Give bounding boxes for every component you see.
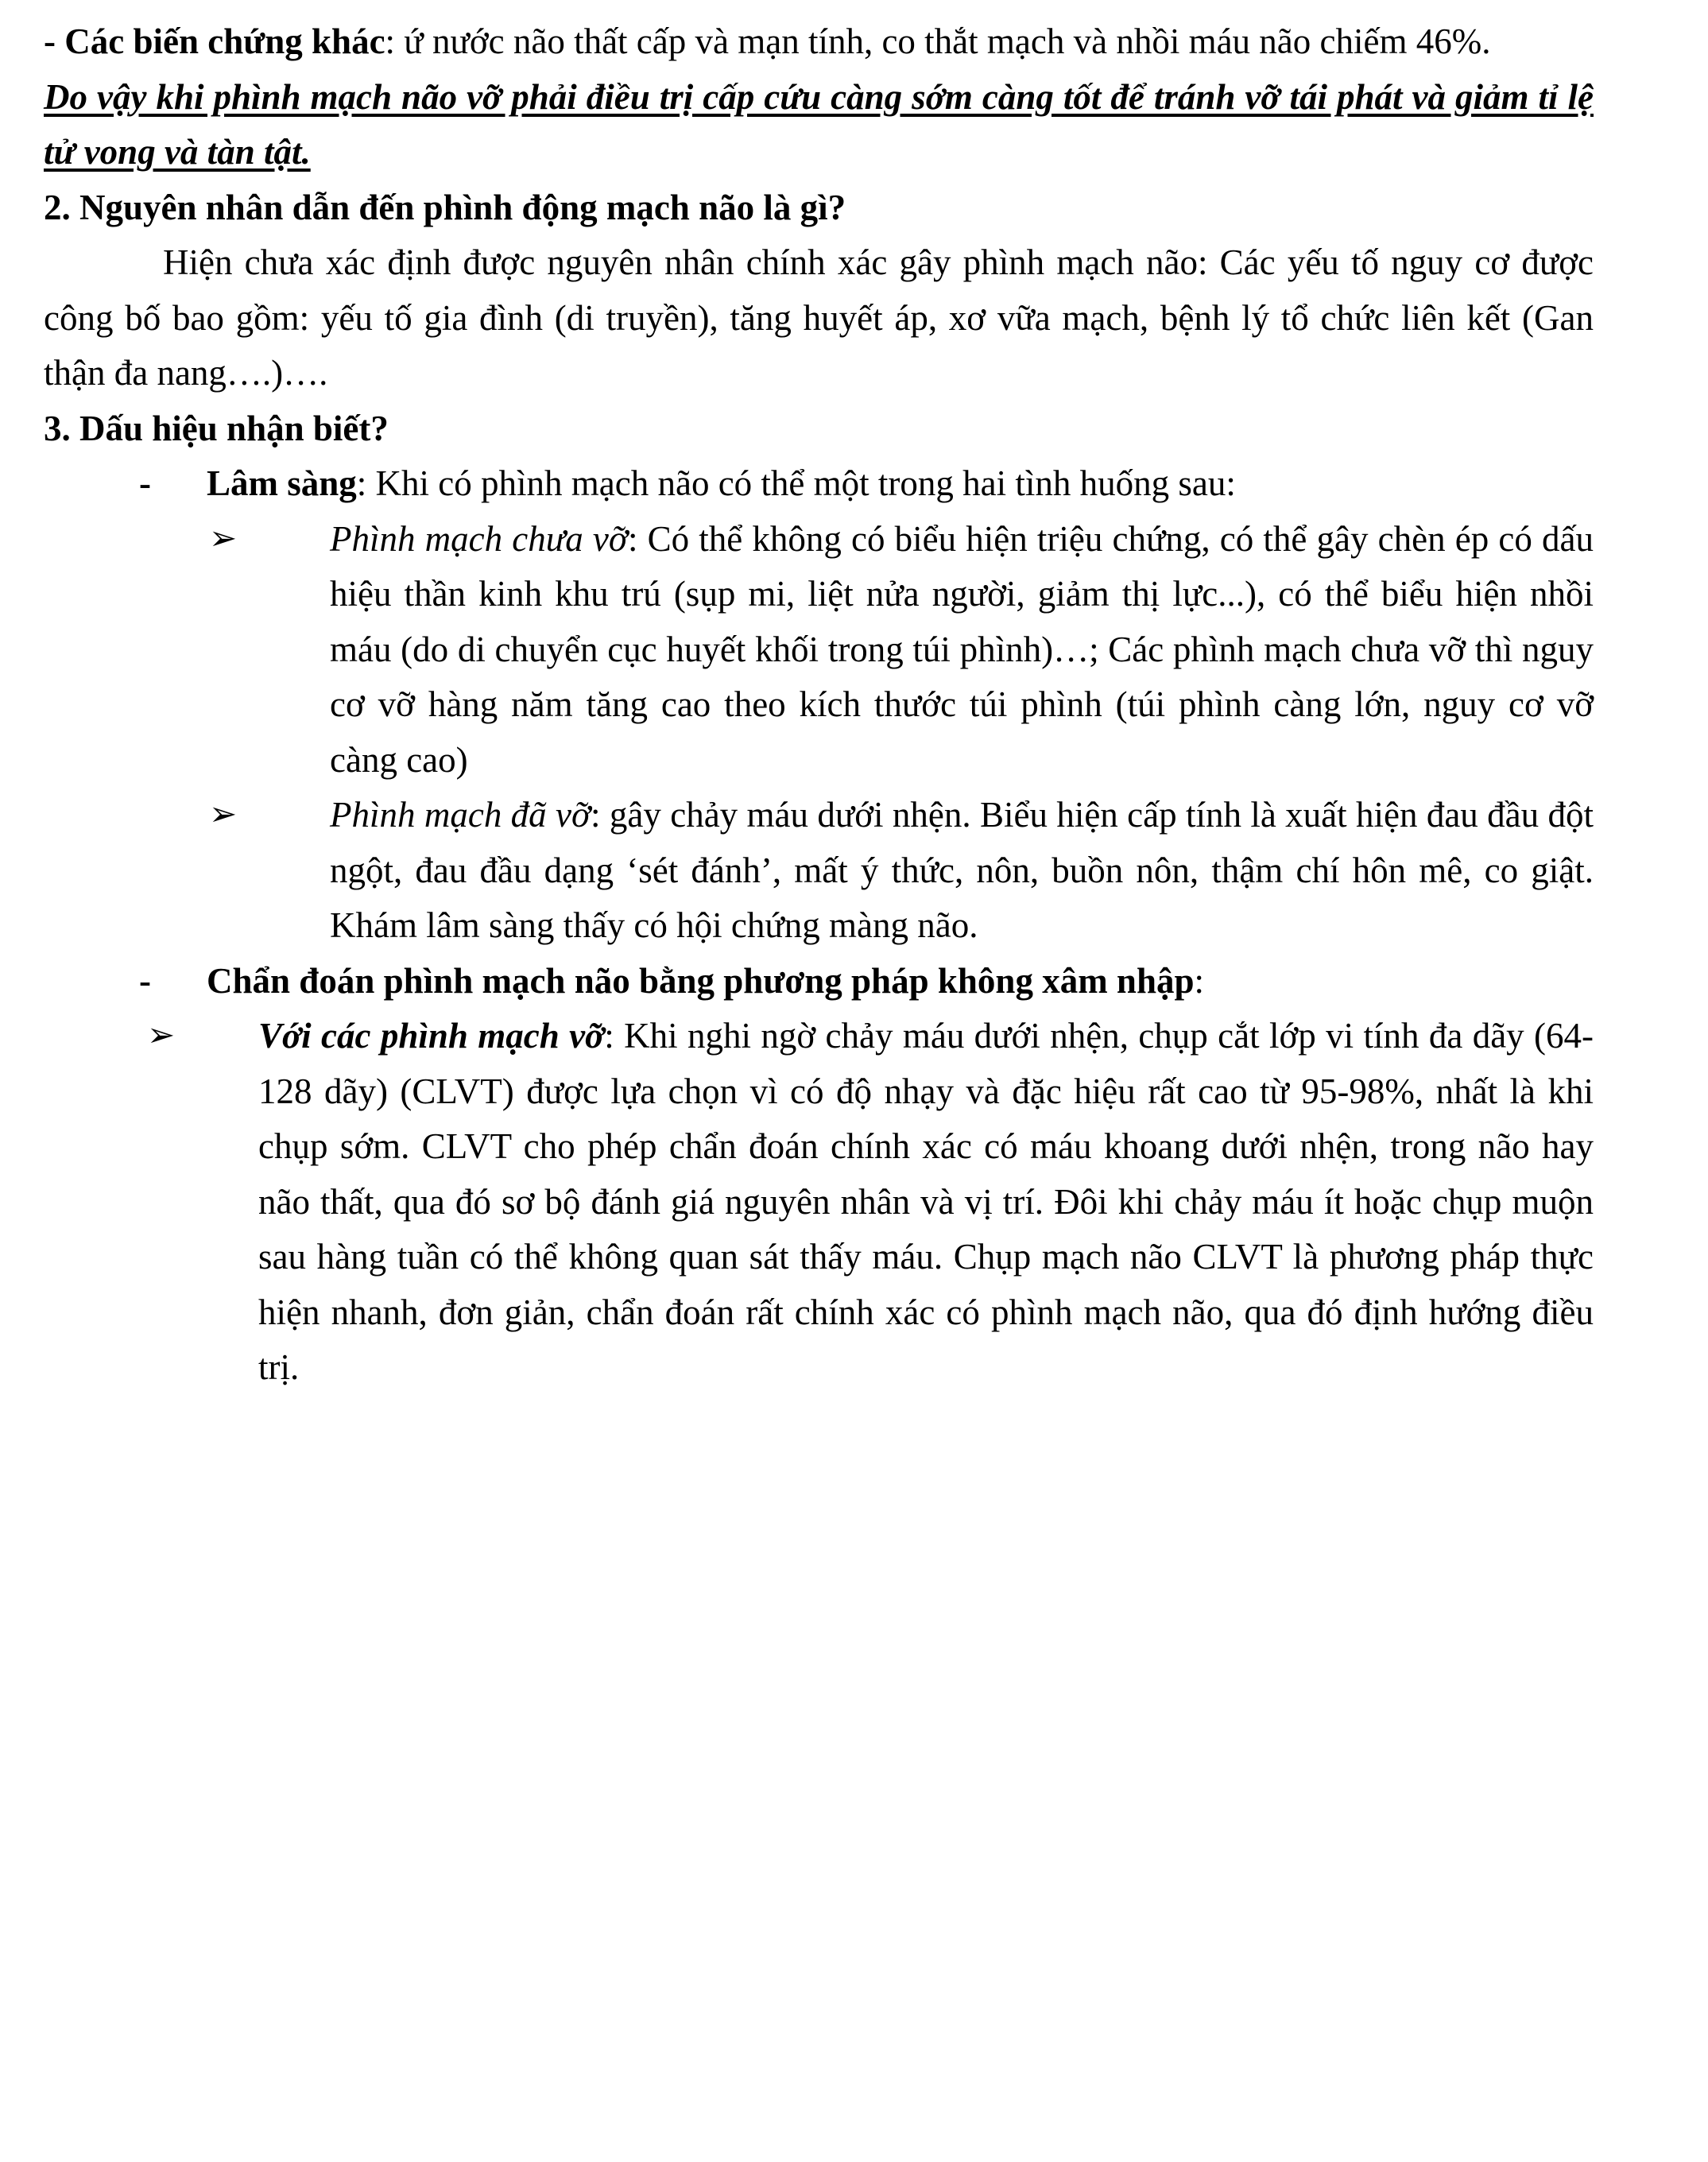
dash-bullet-icon: -: [139, 960, 151, 1001]
paragraph-other-complications: [44, 14, 1594, 70]
emergency-note-text: Do vậy khi phình mạch não vỡ phải điều trị cấp cứu càng sớm càng tốt để tránh vỡ tái phát và giảm tỉ lệ tử vong và tàn tật.: [44, 76, 1594, 172]
arrow-bullet-icon: ➢: [147, 1017, 176, 1055]
body-unruptured: : Có thể không có biểu hiện triệu chứng, có thể gây chèn ép có dấu hiệu thần kinh khu trú (sụp mi, liệt nửa người, giảm thị lực...), có thể biểu hiện nhồi máu (do di chuyển cục huyết khối trong túi phình)…; Các phình mạch chưa vỡ thì nguy cơ vỡ hàng năm tăng cao theo kích thước túi phình (túi phình càng lớn, nguy cơ vỡ càng cao): [330, 518, 1594, 780]
heading-section-3-text: 3. Dấu hiệu nhận biết?: [44, 408, 389, 448]
lead-label-other-complications: - Các biến chứng khác: [44, 21, 385, 61]
heading-section-2-text: 2. Nguyên nhân dẫn đến phình động mạch não là gì?: [44, 187, 846, 227]
lead-label-ruptured: Phình mạch đã vỡ: [330, 795, 591, 835]
heading-section-3: [44, 401, 1594, 457]
lead-label-for-ruptured: Với các phình mạch vỡ: [258, 1016, 605, 1056]
document-body: [44, 14, 1594, 1396]
bullet-ruptured-aneurysm: [44, 788, 1594, 954]
lead-label-noninvasive: Chẩn đoán phình mạch não bằng phương pháp không xâm nhập: [207, 960, 1195, 1001]
paragraph-emergency-note: [44, 70, 1594, 180]
bullet-clinical: [44, 456, 1594, 512]
bullet-noninvasive-diagnosis: [44, 954, 1594, 1009]
body-noninvasive: :: [1194, 960, 1205, 1001]
arrow-bullet-icon: ➢: [209, 796, 238, 834]
body-ruptured: : gây chảy máu dưới nhện. Biểu hiện cấp tính là xuất hiện đau đầu đột ngột, đau đầu dạng ‘sét đánh’, mất ý thức, nôn, buồn nôn, thậm chí hôn mê, co giật. Khám lâm sàng thấy có hội chứng màng não.: [330, 795, 1594, 946]
lead-label-unruptured: Phình mạch chưa vỡ: [330, 518, 628, 559]
dash-bullet-icon: -: [139, 463, 151, 504]
arrow-bullet-icon: ➢: [209, 520, 238, 557]
paragraph-causes: [44, 235, 1594, 401]
heading-section-2: [44, 180, 1594, 236]
body-clinical: : Khi có phình mạch não có thể một trong hai tình huống sau:: [356, 463, 1236, 504]
body-for-ruptured: : Khi nghi ngờ chảy máu dưới nhện, chụp cắt lớp vi tính đa dãy (64-128 dãy) (CLVT) được lựa chọn vì có độ nhạy và đặc hiệu rất cao từ 95-98%, nhất là khi chụp sớm. CLVT cho phép chẩn đoán chính xác có máu khoang dưới nhện, trong não hay não thất, qua đó sơ bộ đánh giá nguyên nhân và vị trí. Đôi khi chảy máu ít hoặc chụp muộn sau hàng tuần có thể không quan sát thấy máu. Chụp mạch não CLVT là phương pháp thực hiện nhanh, đơn giản, chẩn đoán rất chính xác có phình mạch não, qua đó định hướng điều trị.: [258, 1016, 1594, 1388]
bullet-for-ruptured-aneurysms: [44, 1009, 1594, 1396]
lead-label-clinical: Lâm sàng: [207, 463, 357, 504]
paragraph-causes-text: Hiện chưa xác định được nguyên nhân chính xác gây phình mạch não: Các yếu tố nguy cơ được công bố bao gồm: yếu tố gia đình (di truyền), tăng huyết áp, xơ vữa mạch, bệnh lý tổ chức liên kết (Gan thận đa nang….)….: [44, 242, 1594, 393]
body-other-complications: : ứ nước não thất cấp và mạn tính, co thắt mạch và nhồi máu não chiếm 46%.: [385, 21, 1491, 61]
bullet-unruptured-aneurysm: [44, 512, 1594, 788]
